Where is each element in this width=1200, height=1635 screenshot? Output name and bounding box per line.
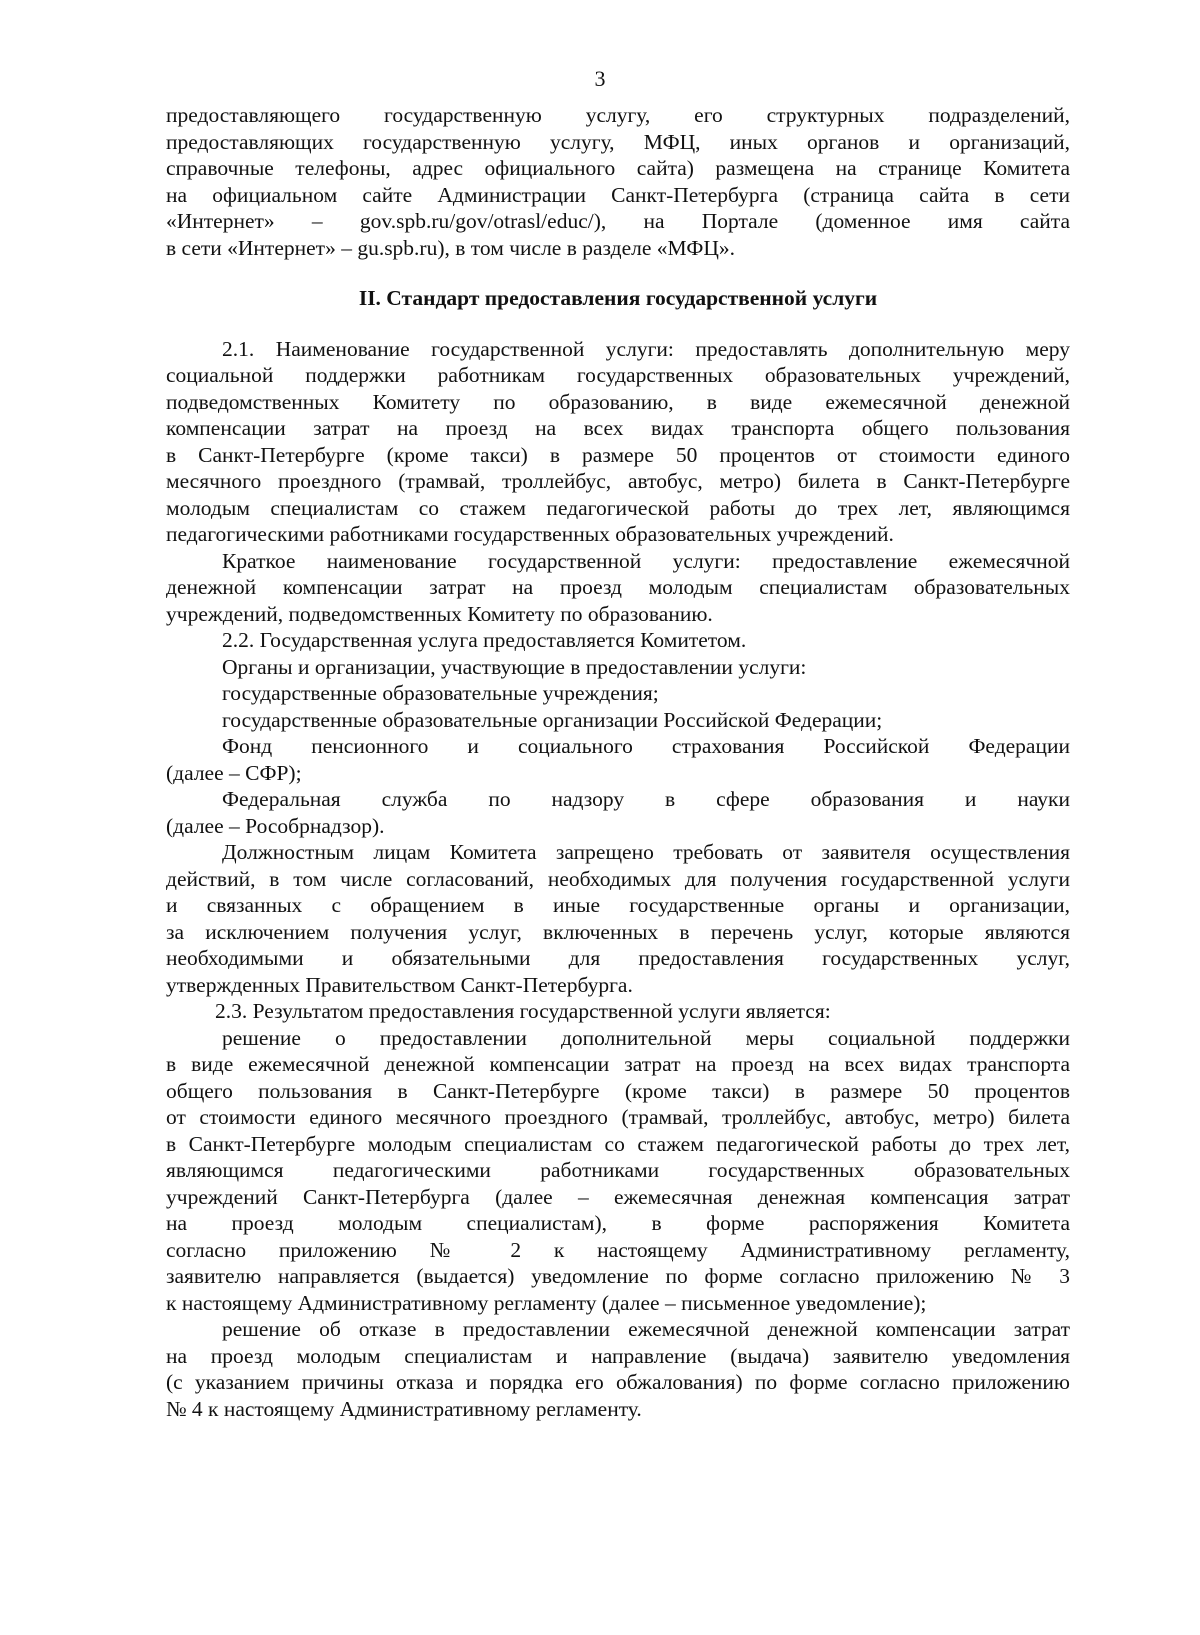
text-line: месячного проездного (трамвай, троллейбус, автобус, метро) билета в Санкт-Петербурге bbox=[166, 469, 1070, 493]
list-item: государственные образовательные учреждения; bbox=[222, 681, 659, 705]
text-line: Федеральная служба по надзору в сфере образования и науки bbox=[222, 787, 1070, 811]
text-line: в Санкт-Петербурге (кроме такси) в размере 50 процентов от стоимости единого bbox=[166, 442, 1070, 467]
text-line: Должностным лицам Комитета запрещено требовать от заявителя осуществления bbox=[222, 840, 1070, 864]
text-line: необходимыми и обязательными для предоставления государственных услуг, bbox=[166, 946, 1070, 970]
text-line: к настоящему Административному регламенту (далее – письменное уведомление); bbox=[166, 1290, 927, 1315]
text-line: Фонд пенсионного и социального страхования Российской Федерации bbox=[222, 734, 1070, 758]
text-line: предоставляющих государственную услугу, МФЦ, иных органов и организаций, bbox=[166, 129, 1070, 154]
paragraph-2-2: 2.2. Государственная услуга предоставляется Комитетом. bbox=[222, 628, 747, 652]
text-line: утвержденных Правительством Санкт-Петербурга. bbox=[166, 972, 633, 997]
text-line: денежной компенсации затрат на проезд молодым специалистам образовательных bbox=[166, 575, 1070, 599]
section-heading: II. Стандарт предоставления государственной услуги bbox=[358, 286, 878, 310]
text-line: и связанных с обращением в иные государственные органы и организации, bbox=[166, 893, 1070, 917]
text-line: учреждений, подведомственных Комитету по образованию. bbox=[166, 601, 713, 626]
text-line: на официальном сайте Администрации Санкт-Петербурга (страница сайта в сети bbox=[166, 182, 1070, 207]
paragraph-decision-grant bbox=[166, 1025, 1070, 1317]
text-line: (далее – Рособрнадзор). bbox=[166, 813, 385, 838]
text-line: учреждений Санкт-Петербурга (далее – ежемесячная денежная компенсация затрат bbox=[166, 1184, 1070, 1209]
text-line: на проезд молодым специалистам и направление (выдача) заявителю уведомления bbox=[166, 1343, 1070, 1368]
text-line: молодым специалистам со стажем педагогической работы до трех лет, являющимся bbox=[166, 495, 1070, 520]
list-item: государственные образовательные организации Российской Федерации; bbox=[222, 707, 883, 732]
text-line: «Интернет» – gov.spb.ru/gov/otrasl/educ/), на Портале (доменное имя сайта bbox=[166, 209, 1070, 233]
paragraph-prohibition bbox=[166, 839, 1070, 998]
text-line: (с указанием причины отказа и порядка его обжалования) по форме согласно приложению bbox=[166, 1370, 1070, 1394]
text-line: от стоимости единого месячного проездного (трамвай, троллейбус, автобус, метро) билета bbox=[166, 1105, 1070, 1129]
text-line: (далее – СФР); bbox=[166, 760, 302, 785]
text-line: решение об отказе в предоставлении ежемесячной денежной компенсации затрат bbox=[222, 1317, 1070, 1341]
text-line: являющимся педагогическими работниками государственных образовательных bbox=[166, 1158, 1070, 1182]
text-line: действий, в том числе согласований, необходимых для получения государственной услуги bbox=[166, 866, 1070, 891]
text-line: подведомственных Комитету по образованию, в виде ежемесячной денежной bbox=[166, 389, 1070, 414]
text-line: предоставляющего государственную услугу, его структурных подразделений, bbox=[166, 103, 1070, 127]
text-line: на проезд молодым специалистам), в форме распоряжения Комитета bbox=[166, 1211, 1070, 1235]
text-line: педагогическими работниками государственных образовательных учреждений. bbox=[166, 522, 894, 546]
paragraph-2-3: 2.3. Результатом предоставления государственной услуги является: bbox=[215, 999, 831, 1023]
text-line: справочные телефоны, адрес официального сайта) размещена на странице Комитета bbox=[166, 156, 1070, 180]
text-line: заявителю направляется (выдается) уведомление по форме согласно приложению № 3 bbox=[166, 1264, 1070, 1288]
text-line: компенсации затрат на проезд на всех видах транспорта общего пользования bbox=[166, 416, 1070, 440]
text-line: в сети «Интернет» – gu.spb.ru), в том числе в разделе «МФЦ». bbox=[166, 235, 735, 260]
paragraph-decision-refusal bbox=[166, 1316, 1070, 1422]
list-item bbox=[166, 733, 1070, 786]
document-body bbox=[166, 102, 1070, 1422]
page-number: 3 bbox=[594, 66, 606, 91]
paragraph-short-name bbox=[166, 548, 1070, 628]
paragraph-participants: Органы и организации, участвующие в предоставлении услуги: bbox=[222, 654, 807, 679]
text-line: за исключением получения услуг, включенных в перечень услуг, которые являются bbox=[166, 919, 1070, 944]
text-line: в виде ежемесячной денежной компенсации затрат на проезд на всех видах транспорта bbox=[166, 1052, 1070, 1076]
list-item bbox=[166, 786, 1070, 839]
paragraph-2-1 bbox=[166, 336, 1070, 548]
text-line: Краткое наименование государственной услуги: предоставление ежемесячной bbox=[222, 548, 1070, 573]
text-line: согласно приложению № 2 к настоящему Административному регламенту, bbox=[166, 1237, 1070, 1262]
text-line: общего пользования в Санкт-Петербурге (кроме такси) в размере 50 процентов bbox=[166, 1078, 1070, 1103]
paragraph-contact-info bbox=[166, 102, 1070, 261]
text-line: 2.1. Наименование государственной услуги: предоставлять дополнительную меру bbox=[222, 336, 1070, 361]
text-line: № 4 к настоящему Административному регламенту. bbox=[166, 1396, 642, 1421]
text-line: социальной поддержки работникам государственных образовательных учреждений, bbox=[166, 363, 1070, 387]
text-line: решение о предоставлении дополнительной меры социальной поддержки bbox=[222, 1025, 1070, 1050]
text-line: в Санкт-Петербурге молодым специалистам со стажем педагогической работы до трех лет, bbox=[166, 1131, 1070, 1156]
